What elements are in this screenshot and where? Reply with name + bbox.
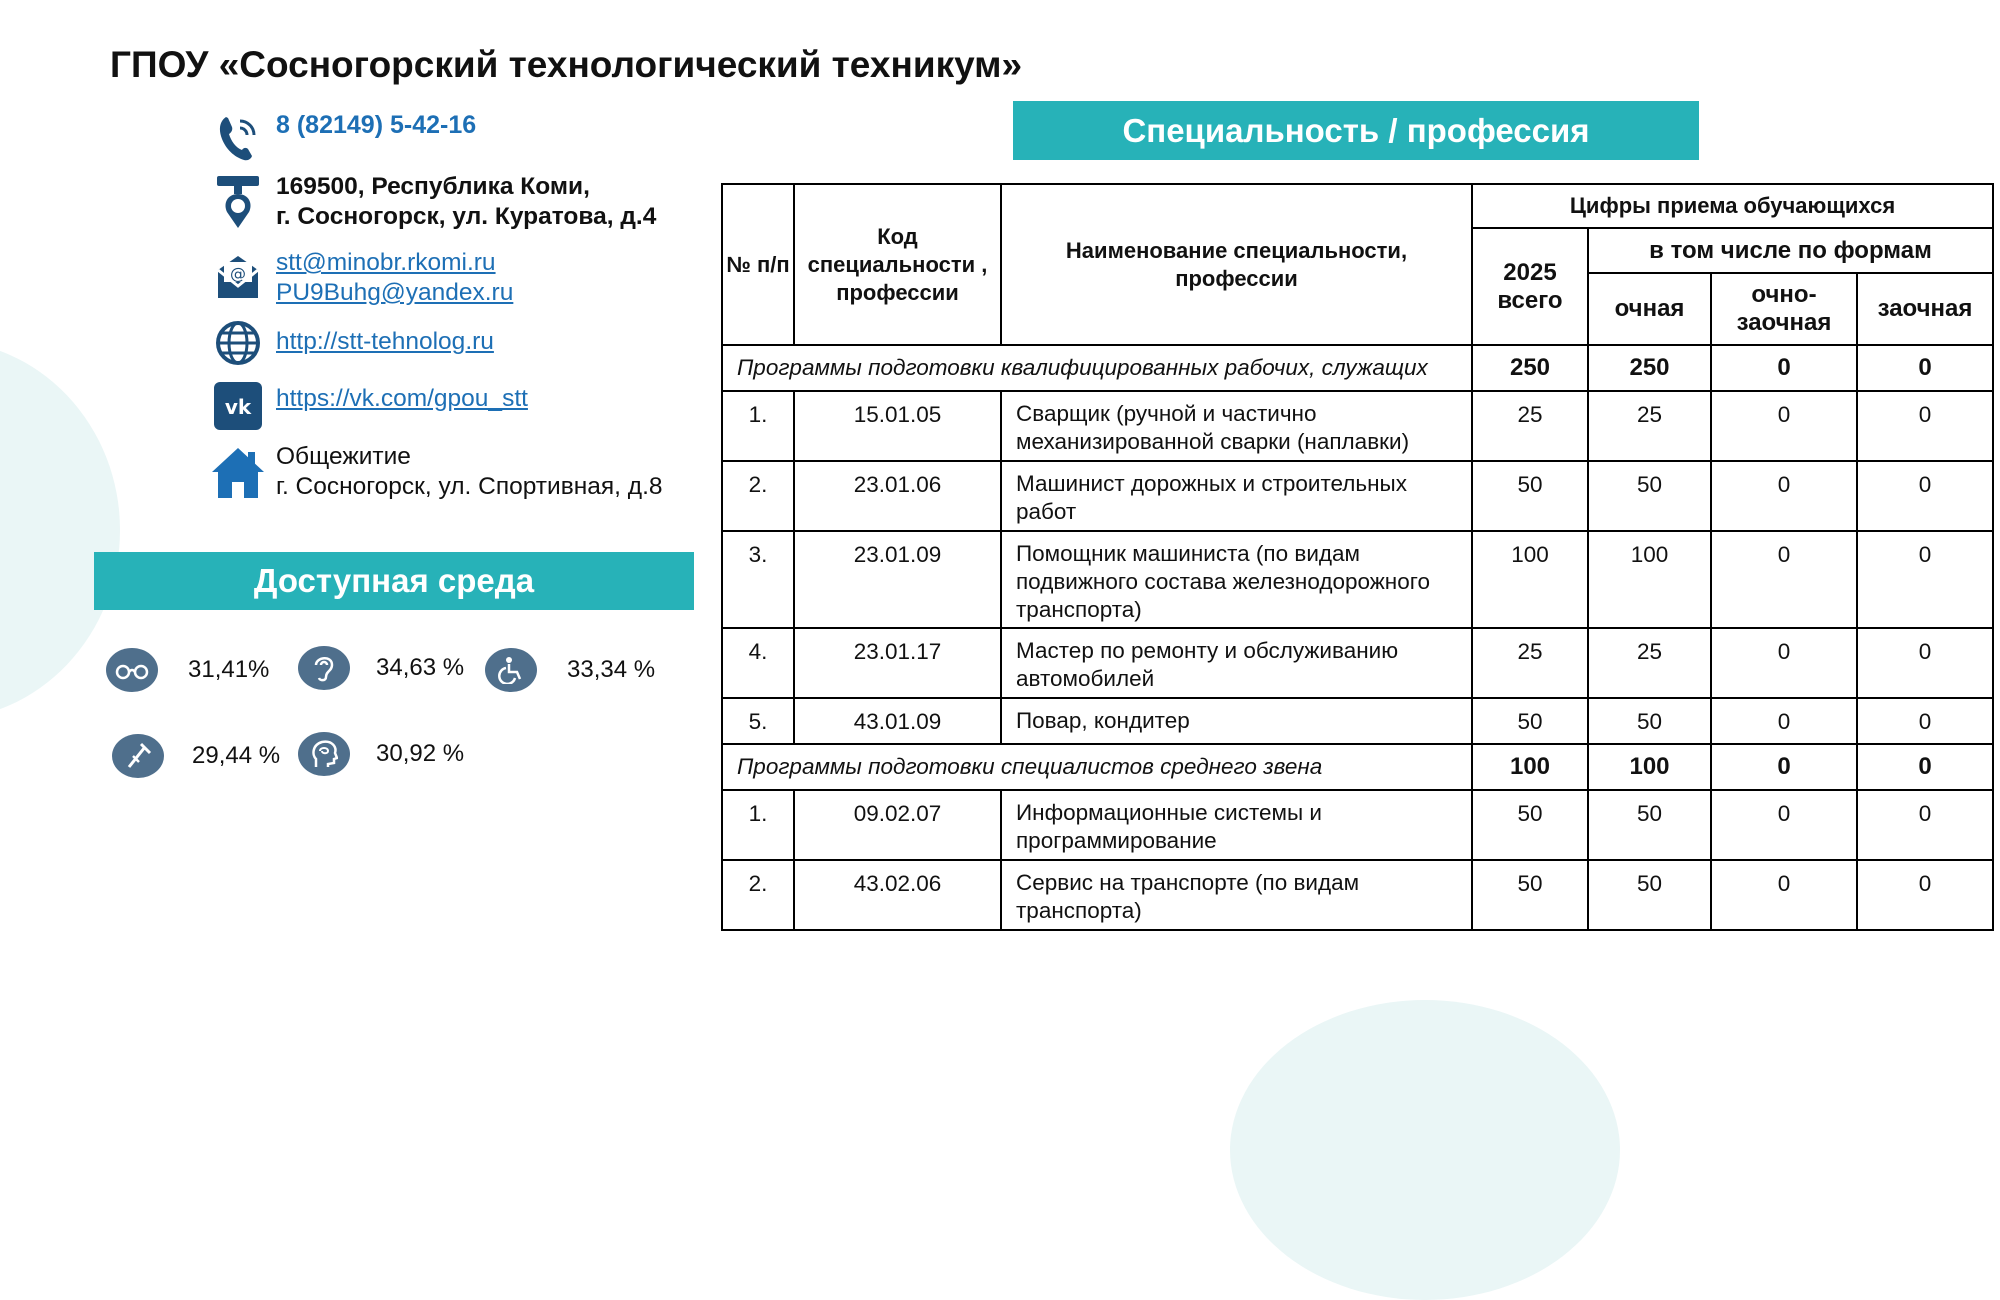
row-code: 43.01.09 (794, 698, 1001, 744)
contact-address (210, 172, 656, 232)
row-total: 50 (1472, 790, 1588, 860)
row-name: Мастер по ремонту и обслуживанию автомобилей (1001, 628, 1472, 698)
page-title: ГПОУ «Сосногорский технологический техникум» (110, 44, 1023, 85)
access-value-mental: 30,92 % (376, 740, 465, 767)
head-brain-icon (298, 732, 350, 776)
crutch-icon (112, 734, 164, 778)
svg-text:vk: vk (224, 395, 252, 419)
group-extramural: 0 (1857, 744, 1993, 790)
specialty-banner: Специальность / профессия (1013, 101, 1699, 160)
group-total: 250 (1472, 345, 1588, 391)
row-fulltime: 100 (1588, 531, 1711, 628)
table-row (722, 461, 1993, 531)
access-value-musculoskeletal: 29,44 % (192, 742, 281, 769)
phone-icon (210, 110, 266, 166)
globe-icon (210, 315, 266, 371)
group-parttime: 0 (1711, 744, 1857, 790)
row-parttime: 0 (1711, 628, 1857, 698)
row-parttime: 0 (1711, 790, 1857, 860)
row-num: 5. (722, 698, 794, 744)
header-admission: Цифры приема обучающихся (1472, 184, 1993, 228)
access-value-vision: 31,41% (188, 656, 270, 683)
table-row (722, 531, 1993, 628)
row-extramural: 0 (1857, 790, 1993, 860)
table-row (722, 790, 1993, 860)
row-num: 1. (722, 391, 794, 461)
location-pin-icon (210, 172, 266, 232)
group-total: 100 (1472, 744, 1588, 790)
access-item-mental (298, 732, 464, 776)
ear-icon (298, 646, 350, 690)
row-parttime: 0 (1711, 461, 1857, 531)
row-fulltime: 25 (1588, 391, 1711, 461)
dormitory-title: Общежитие (276, 443, 411, 470)
website-link[interactable]: http://stt-tehnolog.ru (276, 328, 494, 355)
header-fulltime: очная (1588, 273, 1711, 345)
row-num: 4. (722, 628, 794, 698)
table-row (722, 391, 1993, 461)
access-item-vision (106, 648, 269, 692)
row-fulltime: 50 (1588, 860, 1711, 930)
email-link-1[interactable]: stt@minobr.rkomi.ru (276, 249, 496, 276)
dormitory-address: г. Сосногорск, ул. Спортивная, д.8 (276, 473, 663, 500)
contact-vk (210, 378, 528, 434)
row-code: 23.01.09 (794, 531, 1001, 628)
row-code: 09.02.07 (794, 790, 1001, 860)
group-extramural: 0 (1857, 345, 1993, 391)
contact-dormitory (210, 442, 663, 502)
table-header-row-1 (722, 184, 1993, 228)
header-total: 2025 всего (1472, 228, 1588, 345)
header-name: Наименование специальности, профессии (1001, 184, 1472, 345)
row-num: 1. (722, 790, 794, 860)
group-parttime: 0 (1711, 345, 1857, 391)
row-name: Информационные системы и программирование (1001, 790, 1472, 860)
row-name: Машинист дорожных и строительных работ (1001, 461, 1472, 531)
row-parttime: 0 (1711, 531, 1857, 628)
email-icon (210, 248, 266, 304)
row-total: 25 (1472, 628, 1588, 698)
table-row (722, 628, 1993, 698)
table-row (722, 860, 1993, 930)
vk-icon (210, 378, 266, 434)
access-value-mobility: 33,34 % (567, 656, 656, 683)
row-num: 2. (722, 461, 794, 531)
row-total: 50 (1472, 461, 1588, 531)
group-row (722, 345, 1993, 391)
contact-website (210, 315, 494, 371)
row-num: 3. (722, 531, 794, 628)
header-parttime: очно-заочная (1711, 273, 1857, 345)
row-name: Сервис на транспорте (по видам транспорта) (1001, 860, 1472, 930)
access-item-musculoskeletal (112, 734, 280, 778)
accessible-environment-banner: Доступная среда (94, 552, 694, 610)
row-code: 43.02.06 (794, 860, 1001, 930)
row-extramural: 0 (1857, 391, 1993, 461)
row-extramural: 0 (1857, 461, 1993, 531)
header-num: № п/п (722, 184, 794, 345)
row-fulltime: 50 (1588, 698, 1711, 744)
contact-phone (210, 110, 476, 166)
row-total: 50 (1472, 698, 1588, 744)
row-parttime: 0 (1711, 860, 1857, 930)
row-fulltime: 25 (1588, 628, 1711, 698)
row-total: 50 (1472, 860, 1588, 930)
header-extramural: заочная (1857, 273, 1993, 345)
row-name: Помощник машиниста (по видам подвижного состава железнодорожного транспорта) (1001, 531, 1472, 628)
group-label: Программы подготовки квалифицированных рабочих, служащих (722, 345, 1472, 391)
row-code: 23.01.17 (794, 628, 1001, 698)
phone-number[interactable]: 8 (82149) 5-42-16 (276, 111, 477, 139)
wheelchair-icon (485, 648, 537, 692)
row-total: 100 (1472, 531, 1588, 628)
row-total: 25 (1472, 391, 1588, 461)
header-code: Код специальности , профессии (794, 184, 1001, 345)
email-link-2[interactable]: PU9Buhg@yandex.ru (276, 279, 514, 306)
row-num: 2. (722, 860, 794, 930)
access-item-mobility (485, 648, 655, 692)
glasses-icon (106, 648, 158, 692)
row-code: 23.01.06 (794, 461, 1001, 531)
row-fulltime: 50 (1588, 790, 1711, 860)
table-row (722, 698, 1993, 744)
row-fulltime: 50 (1588, 461, 1711, 531)
specialty-table (721, 183, 1994, 931)
group-fulltime: 250 (1588, 345, 1711, 391)
row-code: 15.01.05 (794, 391, 1001, 461)
vk-link[interactable]: https://vk.com/gpou_stt (276, 385, 528, 412)
group-fulltime: 100 (1588, 744, 1711, 790)
row-parttime: 0 (1711, 698, 1857, 744)
header-forms: в том числе по формам (1588, 228, 1993, 273)
address-line-1: 169500, Республика Коми, (276, 173, 590, 200)
row-parttime: 0 (1711, 391, 1857, 461)
svg-text:@: @ (230, 264, 246, 283)
row-extramural: 0 (1857, 531, 1993, 628)
row-extramural: 0 (1857, 628, 1993, 698)
access-value-hearing: 34,63 % (376, 654, 465, 681)
row-name: Сварщик (ручной и частично механизированной сварки (наплавки) (1001, 391, 1472, 461)
background-circle-bottom (1230, 1000, 1620, 1300)
row-name: Повар, кондитер (1001, 698, 1472, 744)
group-row (722, 744, 1993, 790)
address-line-2: г. Сосногорск, ул. Куратова, д.4 (276, 203, 657, 230)
row-extramural: 0 (1857, 860, 1993, 930)
access-item-hearing (298, 646, 464, 690)
group-label: Программы подготовки специалистов среднего звена (722, 744, 1472, 790)
contact-email (210, 248, 513, 308)
background-circle-left (0, 340, 120, 720)
row-extramural: 0 (1857, 698, 1993, 744)
house-icon (210, 442, 266, 502)
